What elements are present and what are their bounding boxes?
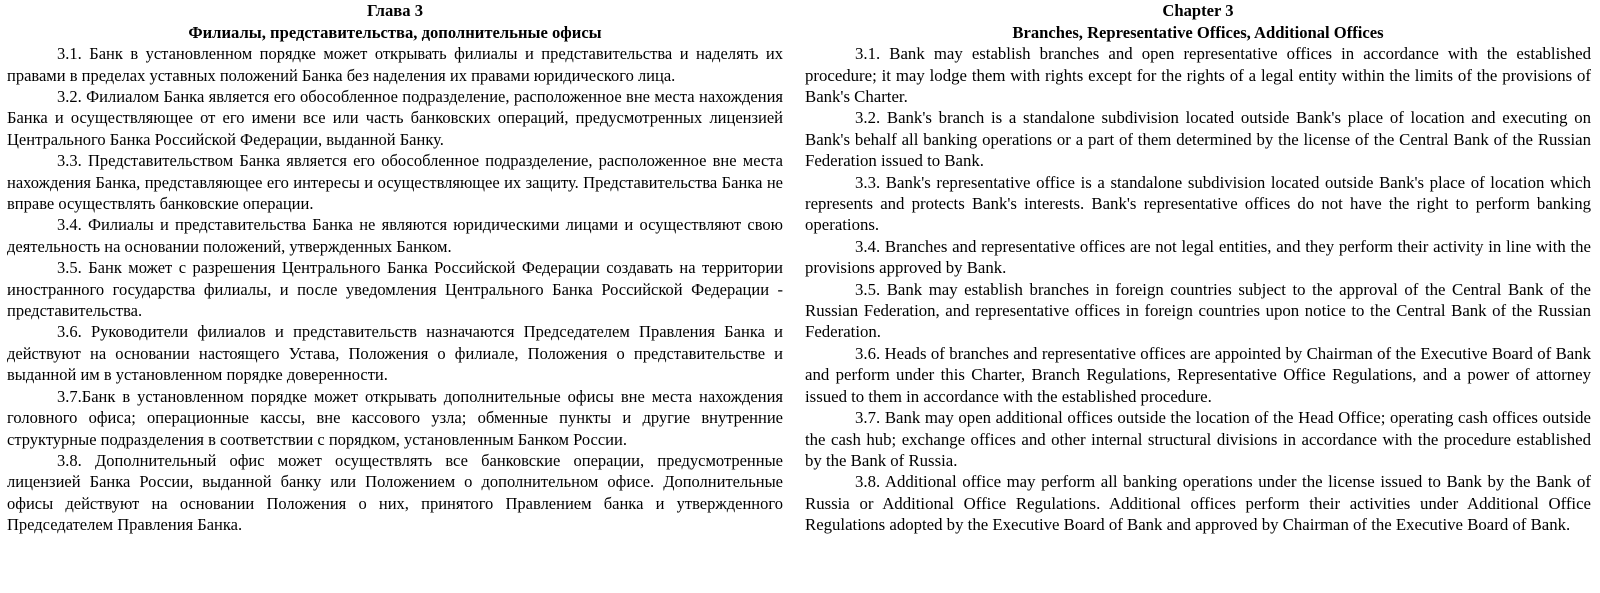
- paragraph-ru-3-6: 3.6. Руководители филиалов и представительств назначаются Председателем Правления Банка и действуют на основании настоящего Устава, Положения о филиале, Положения о представительстве и выданной им в установленном порядке доверенности.: [7, 322, 783, 385]
- paragraph-ru-3-5: 3.5. Банк может с разрешения Центрального Банка Российской Федерации создавать на территории иностранного государства филиалы, и после уведомления Центрального Банка Российской Федерации - представительства.: [7, 258, 783, 321]
- chapter-number-en: Chapter 3: [1162, 1, 1234, 20]
- paragraph-en-3-6: 3.6. Heads of branches and representative offices are appointed by Chairman of the Executive Board of Bank and perform under this Charter, Branch Regulations, Representative Office Regulations, and a power of attorney issued to them in accordance with the established procedure.: [805, 343, 1591, 406]
- paragraph-ru-3-1: 3.1. Банк в установленном порядке может открывать филиалы и представительства и наделять их правами в пределах уставных положений Банка без наделения их правами юридического лица.: [7, 44, 783, 85]
- paragraph-en-3-7: 3.7. Bank may open additional offices outside the location of the Head Office; operating cash offices outside the cash hub; exchange offices and other internal structural divisions in accordance with the procedure established by the Bank of Russia.: [805, 408, 1591, 470]
- paragraph-ru-3-4: 3.4. Филиалы и представительства Банка не являются юридическими лицами и осуществляют свою деятельность на основании положений, утвержденных Банком.: [7, 215, 783, 256]
- paragraph-ru-3-8: 3.8. Дополнительный офис может осуществлять все банковские операции, предусмотренные лицензией Банка России, выданной банку или Положением о дополнительном офисе. Дополнительные офисы действуют на основании Положения о них, принятого Правлением банка и утвержденного Председателем Правления Банка.: [7, 450, 783, 535]
- chapter-title-ru: Филиалы, представительства, дополнительные офисы: [188, 22, 602, 42]
- russian-column: [0, 0, 786, 593]
- paragraph-ru-3-7: 3.7.Банк в установленном порядке может открывать дополнительные офисы вне места нахождения головного офиса; операционные кассы, вне кассового узла; обменные пункты и другие внутренние структурные подразделения в соответствии с порядком, установленным Банком России.: [7, 386, 783, 449]
- paragraph-en-3-2: 3.2. Bank's branch is a standalone subdivision located outside Bank's place of location and executing on Bank's behalf all banking operations or a part of them determined by the license of the Central Bank of the Russian Federation issued to Bank.: [805, 108, 1591, 171]
- chapter-title-en: Branches, Representative Offices, Additional Offices: [1012, 22, 1384, 42]
- english-column: [786, 0, 1600, 593]
- paragraph-en-3-8: 3.8. Additional office may perform all banking operations under the license issued to Bank by the Bank of Russia or Additional Office Regulations. Additional offices perform their activities under Additional Office Regulations adopted by the Executive Board of Bank and approved by Chairman of the Executive Board of Bank.: [805, 472, 1591, 535]
- paragraph-en-3-1: 3.1. Bank may establish branches and open representative offices in accordance with the established procedure; it may lodge them with rights except for the rights of a legal entity within the limits of the provisions of Bank's Charter.: [805, 44, 1591, 106]
- paragraph-en-3-3: 3.3. Bank's representative office is a standalone subdivision located outside Bank's place of location which represents and protects Bank's interests. Bank's representative offices do not have the right to perform banking operations.: [805, 172, 1591, 235]
- paragraph-en-3-4: 3.4. Branches and representative offices are not legal entities, and they perform their activity in line with the provisions approved by Bank.: [805, 236, 1591, 278]
- paragraph-en-3-5: 3.5. Bank may establish branches in foreign countries subject to the approval of the Central Bank of the Russian Federation, and representative offices in foreign countries upon notice to the Central Bank of the Russian Federation.: [805, 279, 1591, 342]
- paragraph-ru-3-2: 3.2. Филиалом Банка является его обособленное подразделение, расположенное вне места нахождения Банка и осуществляющее от его имени все или часть банковских операций, предусмотренных лицензией Центрального Банка Российской Федерации, выданной Банку.: [7, 87, 783, 149]
- chapter-number-ru: Глава 3: [367, 1, 423, 20]
- paragraph-ru-3-3: 3.3. Представительством Банка является его обособленное подразделение, расположенное вне места нахождения Банка, представляющее его интересы и осуществляющее их защиту. Представительства Банка не вправе осуществлять банковские операции.: [7, 151, 783, 214]
